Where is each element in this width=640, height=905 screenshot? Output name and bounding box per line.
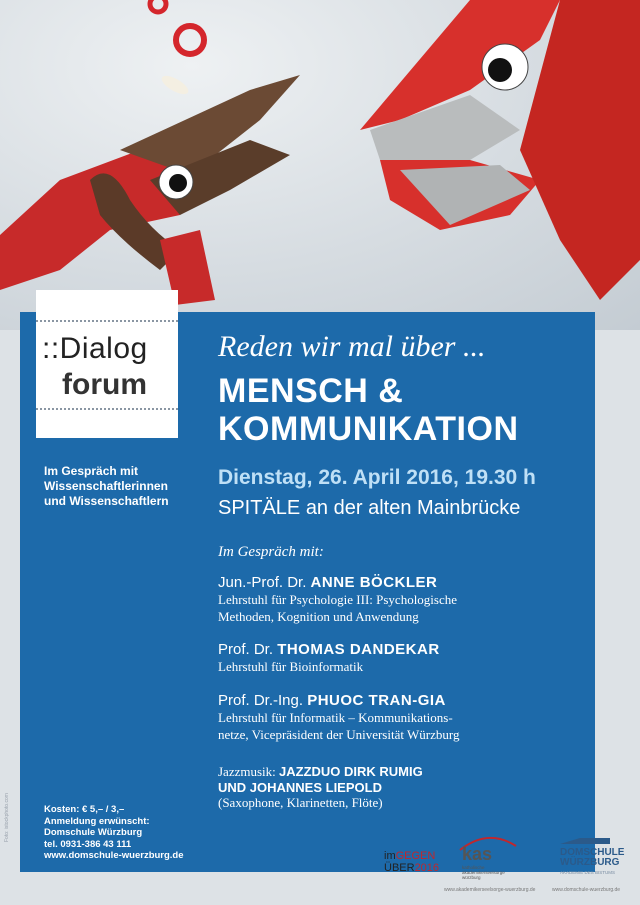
kas-subtitle: katholische akademikerseelsorge würzburg xyxy=(462,865,505,880)
domschule-line: WÜRZBURG xyxy=(560,857,620,868)
pupil xyxy=(169,174,187,192)
speaker-desc: Lehrstuhl für Informatik – Kommunikations- xyxy=(218,710,453,725)
speaker-name-line xyxy=(218,574,457,591)
cost-text: Kosten: € 5,– / 3,– xyxy=(44,804,125,815)
organizer-text: Domschule Würzburg xyxy=(44,827,143,838)
seed-shape xyxy=(159,72,191,97)
side-tagline-line: und Wissenschaftlern xyxy=(44,494,169,508)
logo-line-2: forum xyxy=(62,368,147,401)
speaker-entry xyxy=(218,641,440,675)
title-line: KOMMUNIKATION xyxy=(218,410,519,448)
dialog-forum-logo xyxy=(36,290,178,438)
side-tagline xyxy=(44,464,204,509)
event-venue: SPITÄLE an der alten Mainbrücke xyxy=(218,497,521,519)
domschule-logo xyxy=(560,848,624,868)
speaker-name: ANNE BÖCKLER xyxy=(310,574,438,591)
photo-credit: Foto: istockphoto.com xyxy=(4,793,10,842)
speaker-title: Jun.-Prof. Dr. xyxy=(218,574,307,591)
dotted-rule xyxy=(36,320,178,322)
speaker-title: Prof. Dr. xyxy=(218,641,274,658)
jazz-band: JAZZDUO DIRK RUMIG xyxy=(279,764,423,779)
title-line: MENSCH & xyxy=(218,372,404,410)
event-date: Dienstag, 26. April 2016, 19.30 h xyxy=(218,466,536,489)
logo-line-1: ::Dialog xyxy=(42,332,148,365)
event-title xyxy=(218,372,519,448)
domschule-url[interactable]: www.domschule-wuerzburg.de xyxy=(552,887,621,893)
speakers-heading: Im Gespräch mit: xyxy=(218,544,324,560)
domschule-subtitle: AKADEMIE DES BISTUMS xyxy=(560,870,616,875)
jazz-line-2: UND JOHANNES LIEPOLD xyxy=(218,780,382,795)
kicker-text: Reden wir mal über ... xyxy=(218,330,486,363)
speaker-name: THOMAS DANDEKAR xyxy=(277,641,440,658)
gegen-part: ÜBER xyxy=(384,862,415,874)
registration-info xyxy=(44,804,204,862)
gegenueber-logo xyxy=(384,850,439,874)
kas-logo: kas xyxy=(462,844,493,864)
jazz-line-1 xyxy=(218,764,423,780)
speaker-name-line xyxy=(218,641,440,658)
gegen-part: 2016 xyxy=(414,862,440,874)
pliers-handle xyxy=(520,0,640,300)
registration-text: Anmeldung erwünscht: xyxy=(44,815,150,827)
speaker-name: PHUOC TRAN-GIA xyxy=(307,692,446,709)
ring-icon xyxy=(150,0,166,12)
speaker-desc: Lehrstuhl für Psychologie III: Psychologische xyxy=(218,592,458,607)
pupil xyxy=(488,58,512,82)
speaker-desc: netze, Vicepräsident der Universität Würzburg xyxy=(218,727,460,742)
side-tagline-line: Im Gespräch mit xyxy=(44,464,139,478)
domschule-line: DOMSCHULE xyxy=(560,847,625,858)
phone-text: tel. 0931-386 43 111 xyxy=(44,838,132,850)
speaker-entry xyxy=(218,574,457,625)
gegen-part: im xyxy=(384,850,396,862)
pliers-illustration xyxy=(0,0,640,330)
speaker-desc: Methoden, Kognition und Anwendung xyxy=(218,609,419,624)
kas-url[interactable]: www.akademikerseelsorge-wuerzburg.de xyxy=(444,887,536,893)
jazz-instruments: (Saxophone, Klarinetten, Flöte) xyxy=(218,795,383,810)
speaker-desc: Lehrstuhl für Bioinformatik xyxy=(218,659,364,674)
speaker-entry xyxy=(218,692,459,743)
dotted-rule xyxy=(36,408,178,410)
website-text[interactable]: www.domschule-wuerzburg.de xyxy=(44,850,184,861)
jazz-info xyxy=(218,764,423,811)
side-tagline-line: Wissenschaftlerinnen xyxy=(44,479,168,493)
domschule-roof-icon xyxy=(560,836,610,846)
jazz-prefix: Jazzmusik: xyxy=(218,764,276,779)
speaker-name-line xyxy=(218,692,459,709)
gegen-part: GEGEN xyxy=(395,850,436,862)
ring-icon xyxy=(176,26,204,54)
header-photo xyxy=(0,0,640,330)
speaker-title: Prof. Dr.-Ing. xyxy=(218,692,304,709)
